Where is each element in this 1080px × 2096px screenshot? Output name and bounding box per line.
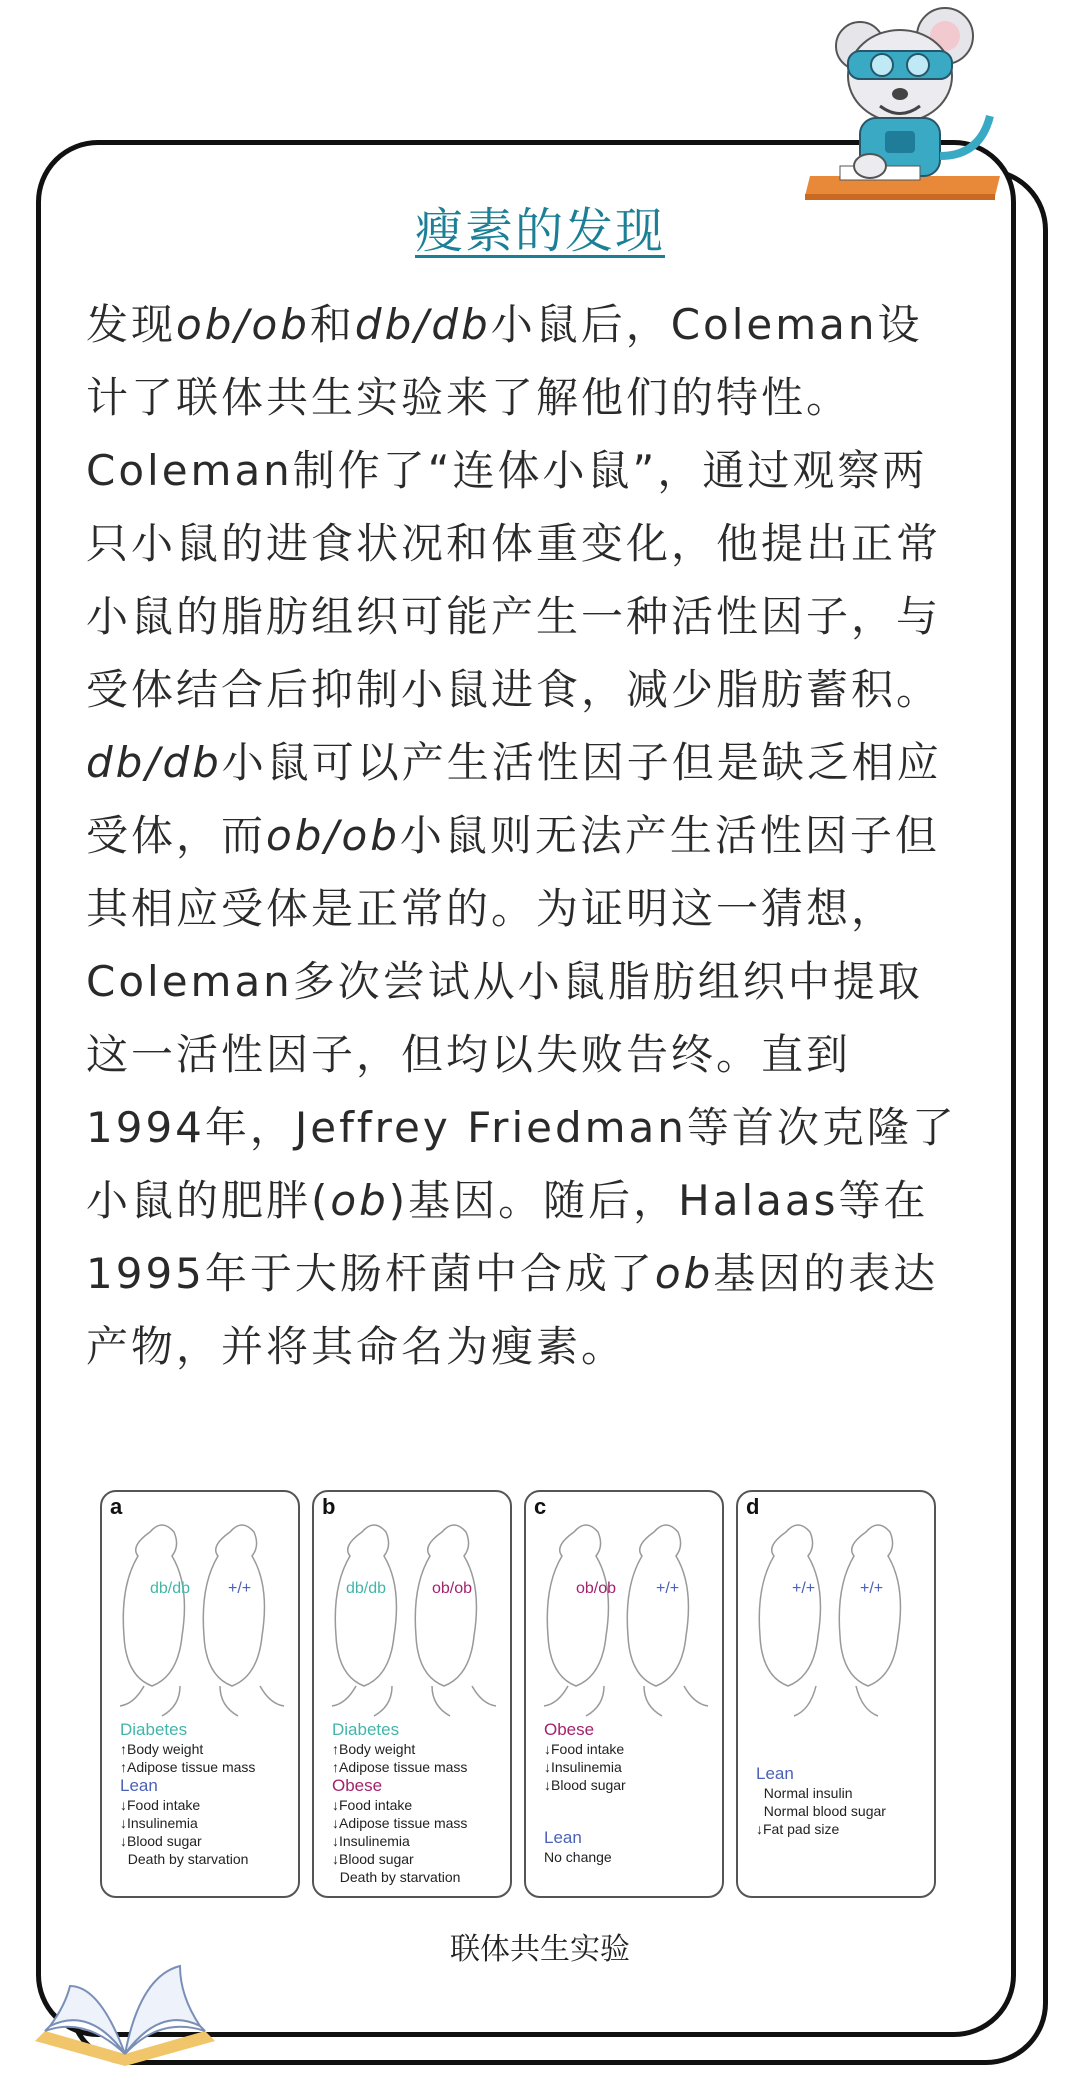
caption-item: ↓Blood sugar [332, 1851, 414, 1867]
conjoined-mice-icon [322, 1512, 506, 1722]
group-heading-diabetes: Diabetes [120, 1720, 188, 1739]
panel-letter: c [534, 1494, 547, 1519]
figure-panel-a [100, 1490, 300, 1898]
panel-letter: a [110, 1494, 123, 1519]
group-heading-obese: Obese [332, 1776, 383, 1795]
caption-item: Death by starvation [120, 1851, 249, 1867]
right-genotype-label: +/+ [860, 1580, 884, 1597]
caption-item: ↓Insulinemia [332, 1833, 410, 1849]
body-paragraph: 发现ob/ob和db/db小鼠后，Coleman设计了联体共生实验来了解他们的特性。Coleman制作了“连体小鼠”，通过观察两只小鼠的进食状况和体重变化，他提出正常小鼠的脂肪组织可能产生一种活性因子，与受体结合后抑制小鼠进食，减少脂肪蓄积。db/db小鼠可以产生活性因子但是缺乏相应受体，而ob/ob小鼠则无法产生活性因子但其相应受体是正常的。为证明这一猜想，Coleman多次尝试从小鼠脂肪组织中提取这一活性因子，但均以失败告终。直到1994年，Jeffrey Friedman等首次克隆了小鼠的肥胖(ob)基因。随后，Halaas等在1995年于大肠杆菌中合成了ob基因的表达产物，并将其命名为瘦素。 [86, 300, 957, 1371]
left-genotype-label: ob/ob [576, 1580, 617, 1597]
caption-item: ↓Insulinemia [544, 1759, 622, 1775]
right-genotype-label: +/+ [228, 1580, 252, 1597]
page-title: 瘦素的发现 [414, 203, 665, 259]
figure-panel-c [524, 1490, 724, 1898]
parabiosis-figure [100, 1490, 950, 1900]
caption-item: Normal insulin [756, 1785, 853, 1801]
panel-letter: d [746, 1494, 760, 1519]
caption-item: Death by starvation [332, 1869, 461, 1885]
caption-item: ↓Insulinemia [120, 1815, 198, 1831]
group-heading-lean: Lean [544, 1828, 582, 1847]
conjoined-mice-icon [746, 1512, 930, 1722]
caption-item: ↓Adipose tissue mass [332, 1815, 468, 1831]
group-heading-lean: Lean [756, 1764, 794, 1783]
right-genotype-label: +/+ [656, 1580, 680, 1597]
group-heading-obese: Obese [544, 1720, 595, 1739]
panel-captions [756, 1764, 936, 1838]
caption-item: ↓Blood sugar [120, 1833, 202, 1849]
panel-letter: b [322, 1494, 336, 1519]
figure-panel-d [736, 1490, 936, 1898]
left-genotype-label: +/+ [792, 1580, 816, 1597]
caption-item: ↓Food intake [120, 1797, 201, 1813]
panel-captions [332, 1720, 512, 1886]
caption-item: Normal blood sugar [756, 1803, 886, 1819]
caption-item: ↓Food intake [544, 1741, 625, 1757]
robot-mouse-mascot-icon [800, 6, 1010, 206]
caption-item: ↓Blood sugar [544, 1777, 626, 1793]
panel-captions [120, 1720, 300, 1868]
open-book-icon [30, 1946, 220, 2076]
caption-item: ↓Food intake [332, 1797, 413, 1813]
group-heading-lean: Lean [120, 1776, 158, 1795]
caption-item: ↑Adipose tissue mass [332, 1759, 468, 1775]
conjoined-mice-icon [110, 1512, 294, 1722]
figure-caption: 联体共生实验 [450, 1932, 630, 1967]
caption-item: ↓Fat pad size [756, 1821, 840, 1837]
left-genotype-label: db/db [346, 1580, 387, 1597]
right-genotype-label: ob/ob [432, 1580, 473, 1597]
caption-item: ↑Body weight [120, 1741, 204, 1757]
left-genotype-label: db/db [150, 1580, 191, 1597]
caption-item: ↑Body weight [332, 1741, 416, 1757]
group-heading-diabetes: Diabetes [332, 1720, 400, 1739]
conjoined-mice-icon [534, 1512, 718, 1722]
caption-item: No change [544, 1849, 612, 1865]
panel-captions [544, 1720, 724, 1866]
figure-panel-b [312, 1490, 512, 1898]
caption-item: ↑Adipose tissue mass [120, 1759, 256, 1775]
